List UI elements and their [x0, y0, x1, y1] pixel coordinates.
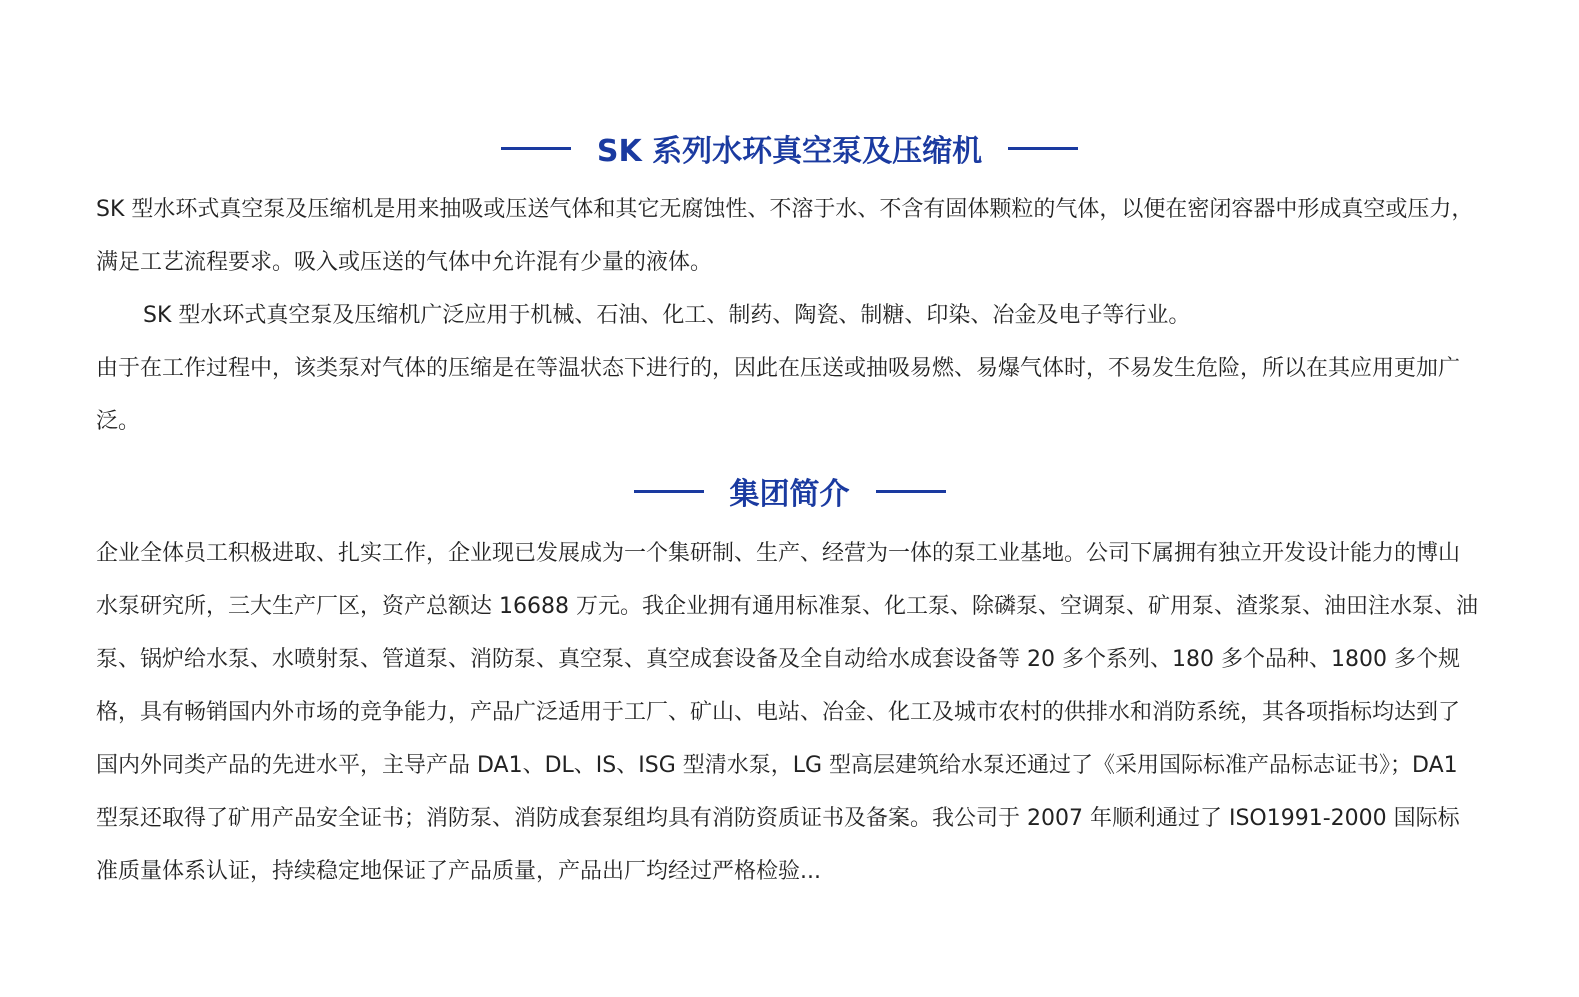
section-title-sk: SK 系列水环真空泵及压缩机 — [596, 134, 983, 169]
heading-line-left — [501, 147, 571, 150]
section-heading-sk — [0, 126, 1579, 170]
section-heading-group — [0, 469, 1579, 513]
section-title-group: 集团简介 — [729, 477, 850, 512]
sk-intro-paragraph: SK 型水环式真空泵及压缩机是用来抽吸或压送气体和其它无腐蚀性、不溶于水、不含有固体颗粒的气体，以便在密闭容器中形成真空或压力，满足工艺流程要求。吸入或压送的气体中允许混有少量的液体。 — [96, 197, 1474, 275]
heading-line-right — [1008, 147, 1078, 150]
heading-line-left — [634, 490, 704, 493]
sk-safety-paragraph: 由于在工作过程中，该类泵对气体的压缩是在等温状态下进行的，因此在压送或抽吸易燃、易爆气体时，不易发生危险，所以在其应用更加广泛。 — [96, 356, 1461, 434]
sk-application-paragraph: SK 型水环式真空泵及压缩机广泛应用于机械、石油、化工、制药、陶瓷、制糖、印染、冶金及电子等行业。 — [143, 303, 1191, 328]
heading-line-right — [876, 490, 946, 493]
group-profile-paragraph: 企业全体员工积极进取、扎实工作，企业现已发展成为一个集研制、生产、经营为一体的泵工业基地。公司下属拥有独立开发设计能力的博山水泵研究所，三大生产厂区，资产总额达 16688 万元。我企业拥有通用标准泵、化工泵、除磷泵、空调泵、矿用泵、渣浆泵、油田注水泵、油泵、锅炉给水泵、水喷射泵、管道泵、消防泵、真空泵、真空成套设备及全自动给水成套设备等 20 多个系列、180 多个品种、1800 多个规格，具有畅销国内外市场的竞争能力，产品广泛适用于工厂、矿山、电站、冶金、化工及城市农村的供排水和消防系统，其各项指标均达到了国内外同类产品的先进水平，主导产品 DA1、DL、IS、ISG 型清水泵，LG 型高层建筑给水泵还通过了《采用国际标准产品标志证书》；DA1 型泵还取得了矿用产品安全证书；消防泵、消防成套泵组均具有消防资质证书及备案。我公司于 2007 年顺利通过了 ISO1991-2000 国际标准质量体系认证，持续稳定地保证了产品质量，产品出厂均经过严格检验... — [96, 541, 1478, 884]
